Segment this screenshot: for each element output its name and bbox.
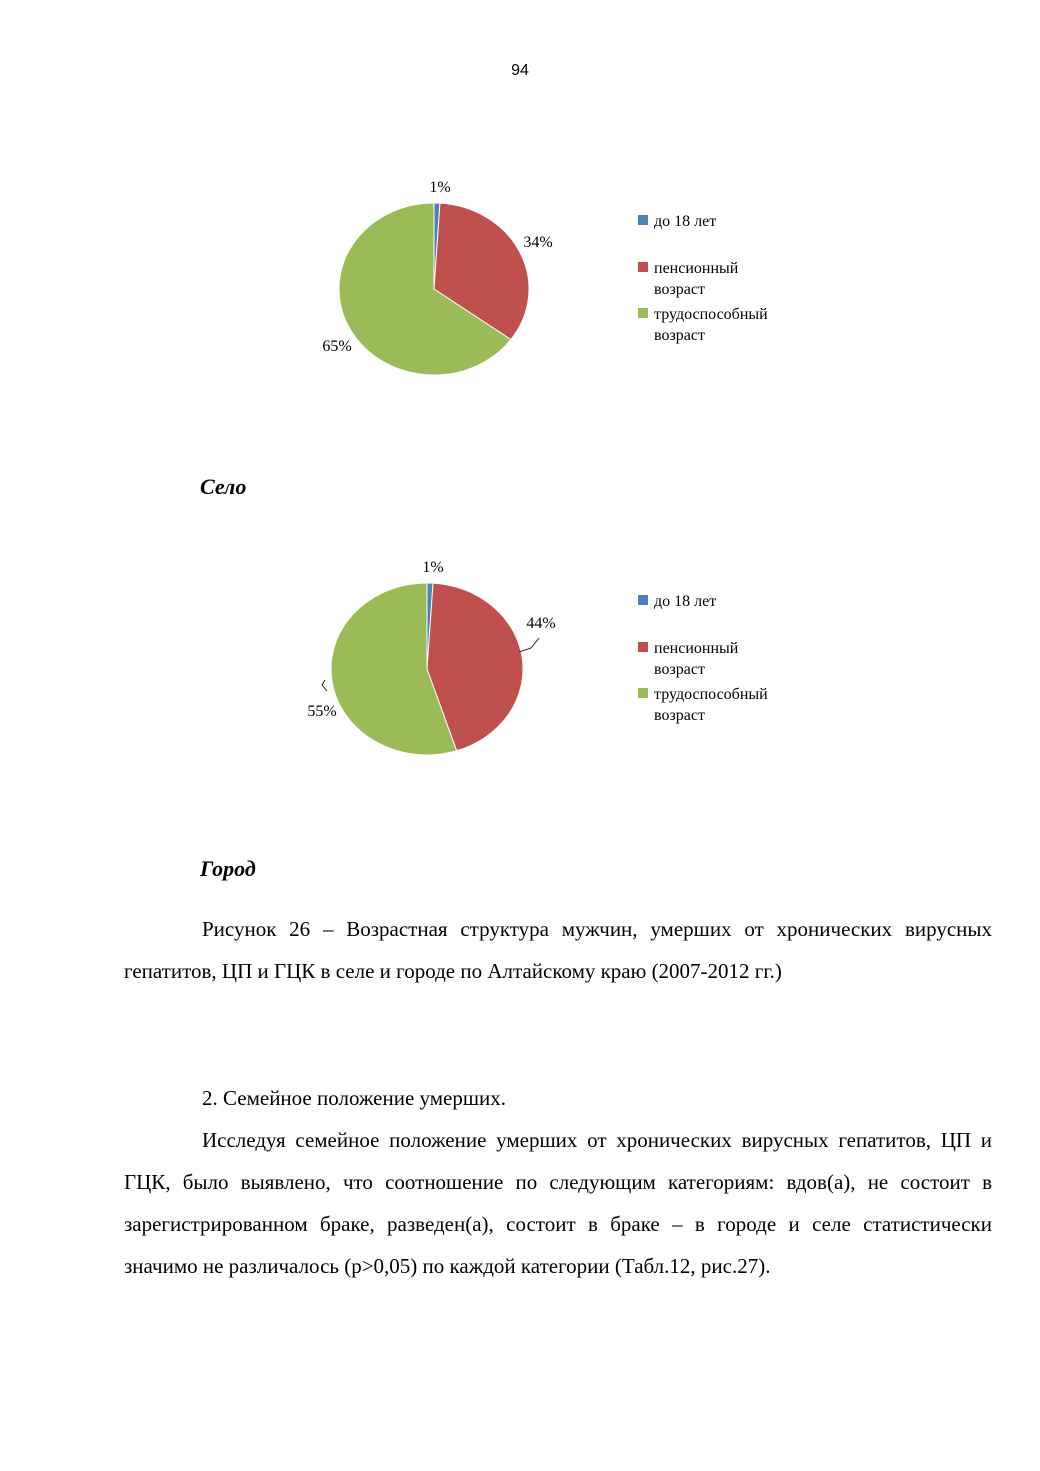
legend-label: возраст [654, 661, 705, 678]
label-working-age: 65% [322, 338, 352, 355]
legend-label: возраст [654, 281, 705, 298]
leader-line [322, 680, 327, 691]
legend-swatch [638, 595, 648, 605]
legend-swatch [638, 308, 648, 318]
legend-label: возраст [654, 707, 705, 724]
section-heading: 2. Семейное положение умерших. [202, 1086, 507, 1110]
legend-label: трудоспособный [654, 306, 768, 323]
legend-swatch [638, 262, 648, 272]
label-working-age: 55% [307, 703, 337, 720]
legend-label: трудоспособный [654, 686, 768, 703]
label-pension-age: 34% [523, 234, 553, 251]
page-number: 94 [511, 62, 529, 79]
legend-label: пенсионный [654, 260, 739, 277]
figure-caption: Рисунок 26 – Возрастная структура мужчин, умерших от хронических вирусных гепатитов, ЦП и ГЦК в селе и городе по Алтайскому краю (2007-2012 гг.) [124, 917, 992, 983]
legend [638, 593, 768, 724]
legend-label: до 18 лет [654, 593, 717, 610]
label-under-18: 1% [429, 179, 451, 196]
leader-line [519, 638, 539, 652]
label-pension-age: 44% [526, 615, 556, 632]
legend-swatch [638, 642, 648, 652]
legend-label: до 18 лет [654, 213, 717, 230]
pie-chart-selo [0, 170, 1040, 430]
pie-chart-gorod [0, 550, 1040, 810]
legend [638, 213, 768, 344]
chart-caption-selo: Село [200, 474, 247, 499]
legend-swatch [638, 215, 648, 225]
legend-swatch [638, 688, 648, 698]
chart-caption-gorod: Город [200, 856, 256, 881]
legend-label: возраст [654, 327, 705, 344]
label-under-18: 1% [422, 559, 444, 576]
body-paragraph: Исследуя семейное положение умерших от хронических вирусных гепатитов, ЦП и ГЦК, было выявлено, что соотношение по следующим категориям: вдов(а), не состоит в зарегистрированном браке, разведен(а), состоит в браке – в городе и селе статистически значимо не различалось (p>0,05) по каждой категории (Табл.12, рис.27). [124, 1128, 992, 1278]
legend-label: пенсионный [654, 640, 739, 657]
